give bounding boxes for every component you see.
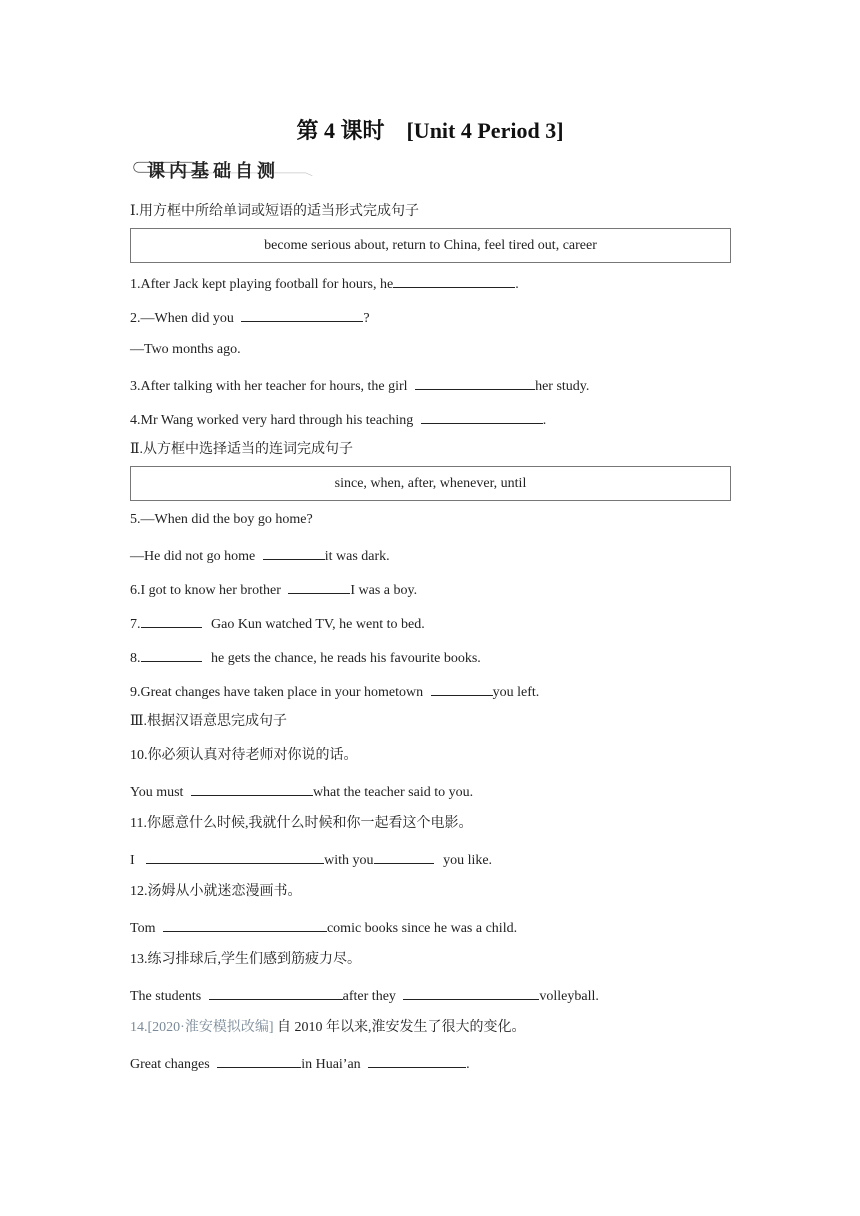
question-9: 9.Great changes have taken place in your hometown you left.: [130, 681, 539, 702]
answer-blank[interactable]: [431, 681, 493, 696]
answer-blank[interactable]: [217, 1053, 301, 1068]
section3-heading: Ⅲ.根据汉语意思完成句子: [130, 714, 288, 729]
answer-blank[interactable]: [368, 1053, 466, 1068]
question-14: Great changes in Huai’an .: [130, 1053, 470, 1074]
answer-blank[interactable]: [415, 375, 535, 390]
answer-blank[interactable]: [421, 409, 543, 424]
question-10: You must what the teacher said to you.: [130, 781, 473, 802]
question-13: The students after they volleyball.: [130, 985, 599, 1006]
answer-blank[interactable]: [403, 985, 539, 1000]
answer-blank[interactable]: [393, 273, 515, 288]
answer-blank[interactable]: [209, 985, 343, 1000]
question-5-answer: —He did not go home it was dark.: [130, 545, 390, 566]
answer-blank[interactable]: [191, 781, 313, 796]
question-11: I with you you like.: [130, 849, 492, 870]
question-10-chinese: 10.你必须认真对待老师对你说的话。: [130, 748, 358, 763]
question-14-source: 14.[2020·淮安模拟改编]: [130, 1020, 274, 1035]
question-6: 6.I got to know her brother I was a boy.: [130, 579, 417, 600]
answer-blank[interactable]: [141, 613, 202, 628]
section1-wordbox: become serious about, return to China, feel tired out, career: [130, 228, 731, 263]
question-8: 8. he gets the chance, he reads his favourite books.: [130, 647, 481, 668]
page-title: 第 4 课时 [Unit 4 Period 3]: [296, 118, 564, 143]
answer-blank[interactable]: [241, 307, 363, 322]
banner-label: 课内基础自测: [147, 161, 279, 182]
question-12-chinese: 12.汤姆从小就迷恋漫画书。: [130, 884, 302, 899]
question-3: 3.After talking with her teacher for hours, the girl her study.: [130, 375, 589, 396]
question-2: 2.—When did you ?: [130, 307, 370, 328]
question-14-chinese: 14.[2020·淮安模拟改编] 自 2010 年以来,淮安发生了很大的变化。: [130, 1020, 526, 1035]
answer-blank[interactable]: [374, 849, 434, 864]
question-4: 4.Mr Wang worked very hard through his teaching .: [130, 409, 546, 430]
section1-heading: Ⅰ.用方框中所给单词或短语的适当形式完成句子: [130, 204, 420, 219]
answer-blank[interactable]: [146, 849, 324, 864]
answer-blank[interactable]: [141, 647, 202, 662]
question-7: 7. Gao Kun watched TV, he went to bed.: [130, 613, 425, 634]
answer-blank[interactable]: [163, 917, 327, 932]
answer-blank[interactable]: [263, 545, 325, 560]
section-banner: [133, 153, 638, 195]
question-11-chinese: 11.你愿意什么时候,我就什么时候和你一起看这个电影。: [130, 816, 473, 831]
answer-blank[interactable]: [288, 579, 350, 594]
question-5: 5.—When did the boy go home?: [130, 512, 313, 527]
question-12: Tom comic books since he was a child.: [130, 917, 517, 938]
question-2-answer: —Two months ago.: [130, 342, 241, 357]
section2-heading: Ⅱ.从方框中选择适当的连词完成句子: [130, 442, 354, 457]
question-13-chinese: 13.练习排球后,学生们感到筋疲力尽。: [130, 952, 361, 967]
section2-wordbox: since, when, after, whenever, until: [130, 466, 731, 501]
question-1: 1.After Jack kept playing football for hours, he .: [130, 273, 519, 294]
